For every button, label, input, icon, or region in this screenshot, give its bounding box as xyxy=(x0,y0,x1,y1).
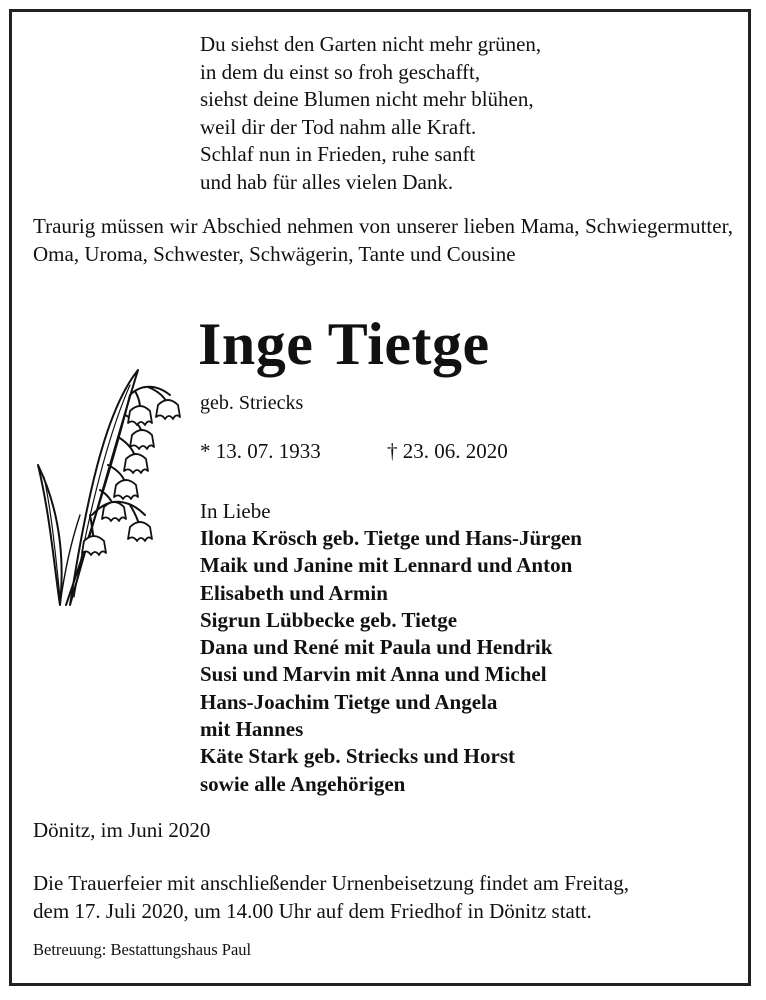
deceased-name: Inge Tietge xyxy=(198,311,490,377)
place-date: Dönitz, im Juni 2020 xyxy=(33,818,211,842)
poem-line: und hab für alles vielen Dank. xyxy=(200,169,454,194)
mourner-line: Elisabeth und Armin xyxy=(200,580,388,605)
mourner-line: sowie alle Angehörigen xyxy=(200,771,406,796)
mourner-line: Dana und René mit Paula und Hendrik xyxy=(200,635,553,660)
in-love-label: In Liebe xyxy=(200,499,271,523)
ceremony-info xyxy=(33,869,738,925)
poem-line: Schlaf nun in Frieden, ruhe sanft xyxy=(200,142,476,166)
poem-line: in dem du einst so froh geschafft, xyxy=(200,59,481,84)
death-date: † 23. 06. 2020 xyxy=(387,439,508,463)
intro-text: Traurig müssen wir Abschied nehmen von unserer lieben Mama, Schwiegermutter, Oma, Uroma, Schwester, Schwägerin, Tante und Cousine xyxy=(33,214,733,266)
funeral-home: Betreuung: Bestattungshaus Paul xyxy=(33,940,252,959)
poem-line: Du siehst den Garten nicht mehr grünen, xyxy=(200,32,542,56)
mourner-line: Käte Stark geb. Striecks und Horst xyxy=(200,744,515,769)
mourner-line: Susi und Marvin mit Anna und Michel xyxy=(200,662,547,687)
poem xyxy=(200,31,541,196)
mourner-line: Hans-Joachim Tietge und Angela xyxy=(200,689,498,714)
ceremony-line: dem 17. Juli 2020, um 14.00 Uhr auf dem Friedhof in Dönitz statt. xyxy=(33,899,592,923)
mourners-list xyxy=(200,525,582,798)
lily-of-the-valley-icon xyxy=(30,365,185,610)
mourner-line: Maik und Janine mit Lennard und Anton xyxy=(200,553,573,578)
mourner-line: mit Hannes xyxy=(200,717,304,742)
poem-line: weil dir der Tod nahm alle Kraft. xyxy=(200,114,477,139)
life-dates xyxy=(200,439,508,464)
birth-name: geb. Striecks xyxy=(200,392,304,414)
ceremony-line: Die Trauerfeier mit anschließender Urnenbeisetzung findet am Freitag, xyxy=(33,871,629,895)
birth-date: * 13. 07. 1933 xyxy=(200,439,321,463)
mourner-line: Ilona Krösch geb. Tietge und Hans-Jürgen xyxy=(200,526,582,550)
poem-line: siehst deine Blumen nicht mehr blühen, xyxy=(200,87,534,111)
mourner-line: Sigrun Lübbecke geb. Tietge xyxy=(200,607,458,632)
